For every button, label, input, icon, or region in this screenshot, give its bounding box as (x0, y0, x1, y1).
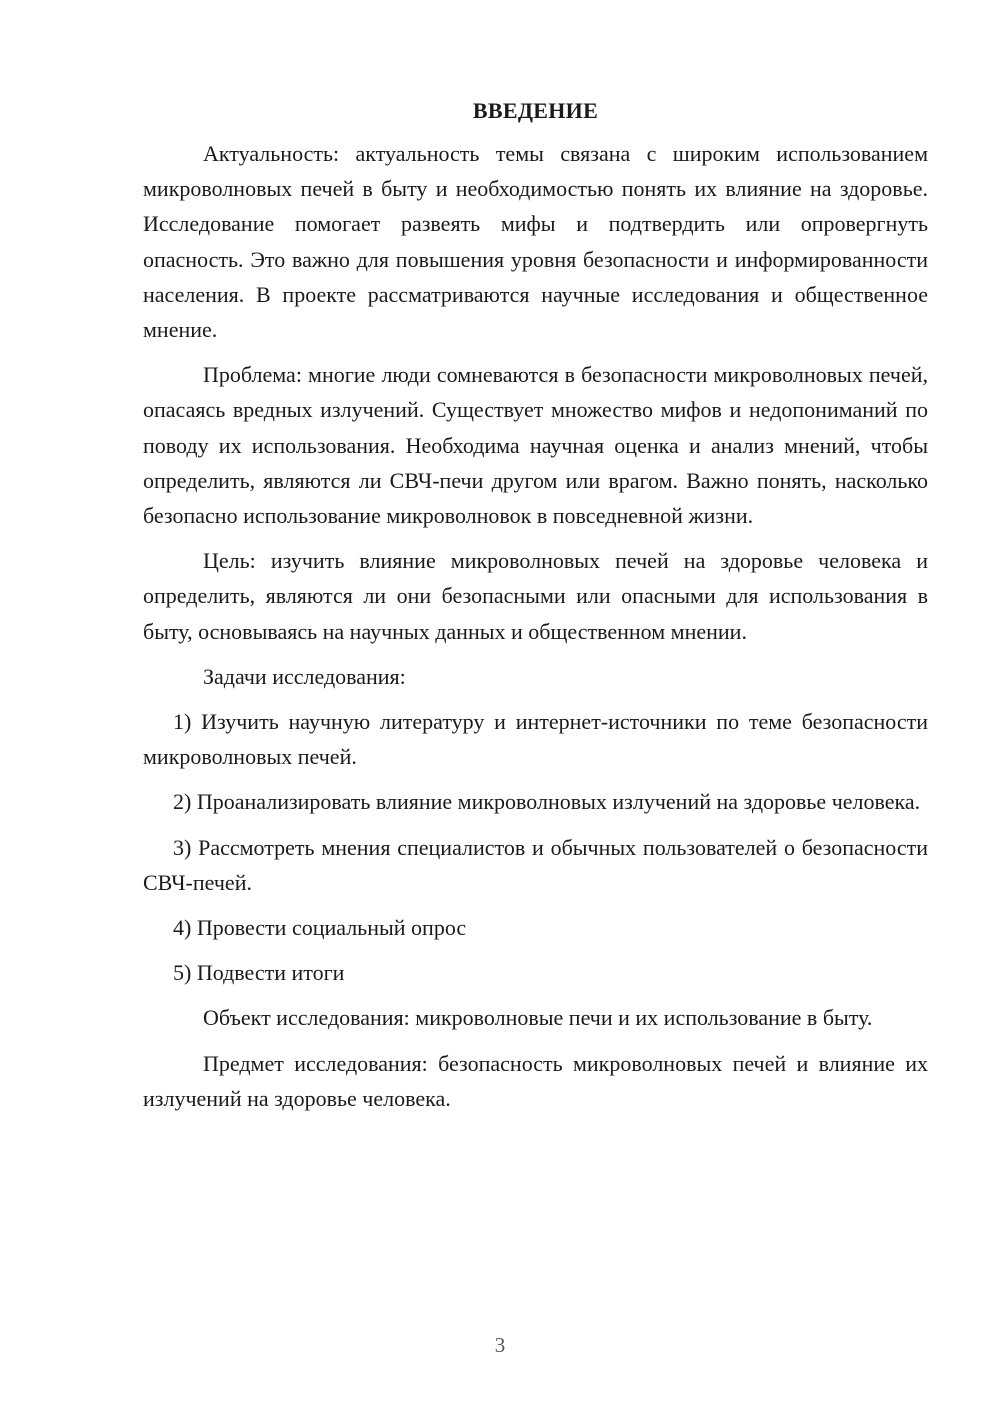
object-paragraph: Объект исследования: микроволновые печи и их использование в быту. (203, 1005, 873, 1031)
task-item-3: 3) Рассмотреть мнения специалистов и обычных пользователей о безопасности СВЧ-печей. (143, 834, 928, 895)
task-item-1: 1) Изучить научную литературу и интернет-источники по теме безопасности микроволновых печей. (143, 709, 928, 770)
task-item-4: 4) Провести социальный опрос (173, 915, 467, 941)
section-title: ВВЕДЕНИЕ (472, 98, 599, 123)
task-item-2: 2) Проанализировать влияние микроволновых излучений на здоровье человека. (173, 789, 921, 815)
subject-paragraph: Предмет исследования: безопасность микроволновых печей и влияние их излучений на здоровье человека. (143, 1050, 928, 1111)
goal-paragraph: Цель: изучить влияние микроволновых печей на здоровье человека и определить, являются ли они безопасными или опасными для использования в быту, основываясь на научных данных и общественном мнении. (143, 548, 928, 644)
relevance-paragraph: Актуальность: актуальность темы связана с широким использованием микроволновых печей в быту и необходимостью понять их влияние на здоровье. Исследование помогает развеять мифы и подтвердить или опровергнуть опасность. Это важно для повышения уровня безопасности и информированности населения. В проекте рассматриваются научные исследования и общественное мнение. (143, 141, 928, 343)
page-number: 3 (494, 1333, 506, 1357)
page-content (143, 96, 928, 1126)
problem-paragraph: Проблема: многие люди сомневаются в безопасности микроволновых печей, опасаясь вредных излучений. Существует множество мифов и недопониманий по поводу их использования. Необходима научная оценка и анализ мнений, чтобы определить, являются ли СВЧ-печи другом или врагом. Важно понять, насколько безопасно использование микроволновок в повседневной жизни. (143, 362, 928, 529)
tasks-heading: Задачи исследования: (203, 663, 406, 689)
task-item-5: 5) Подвести итоги (173, 960, 345, 986)
